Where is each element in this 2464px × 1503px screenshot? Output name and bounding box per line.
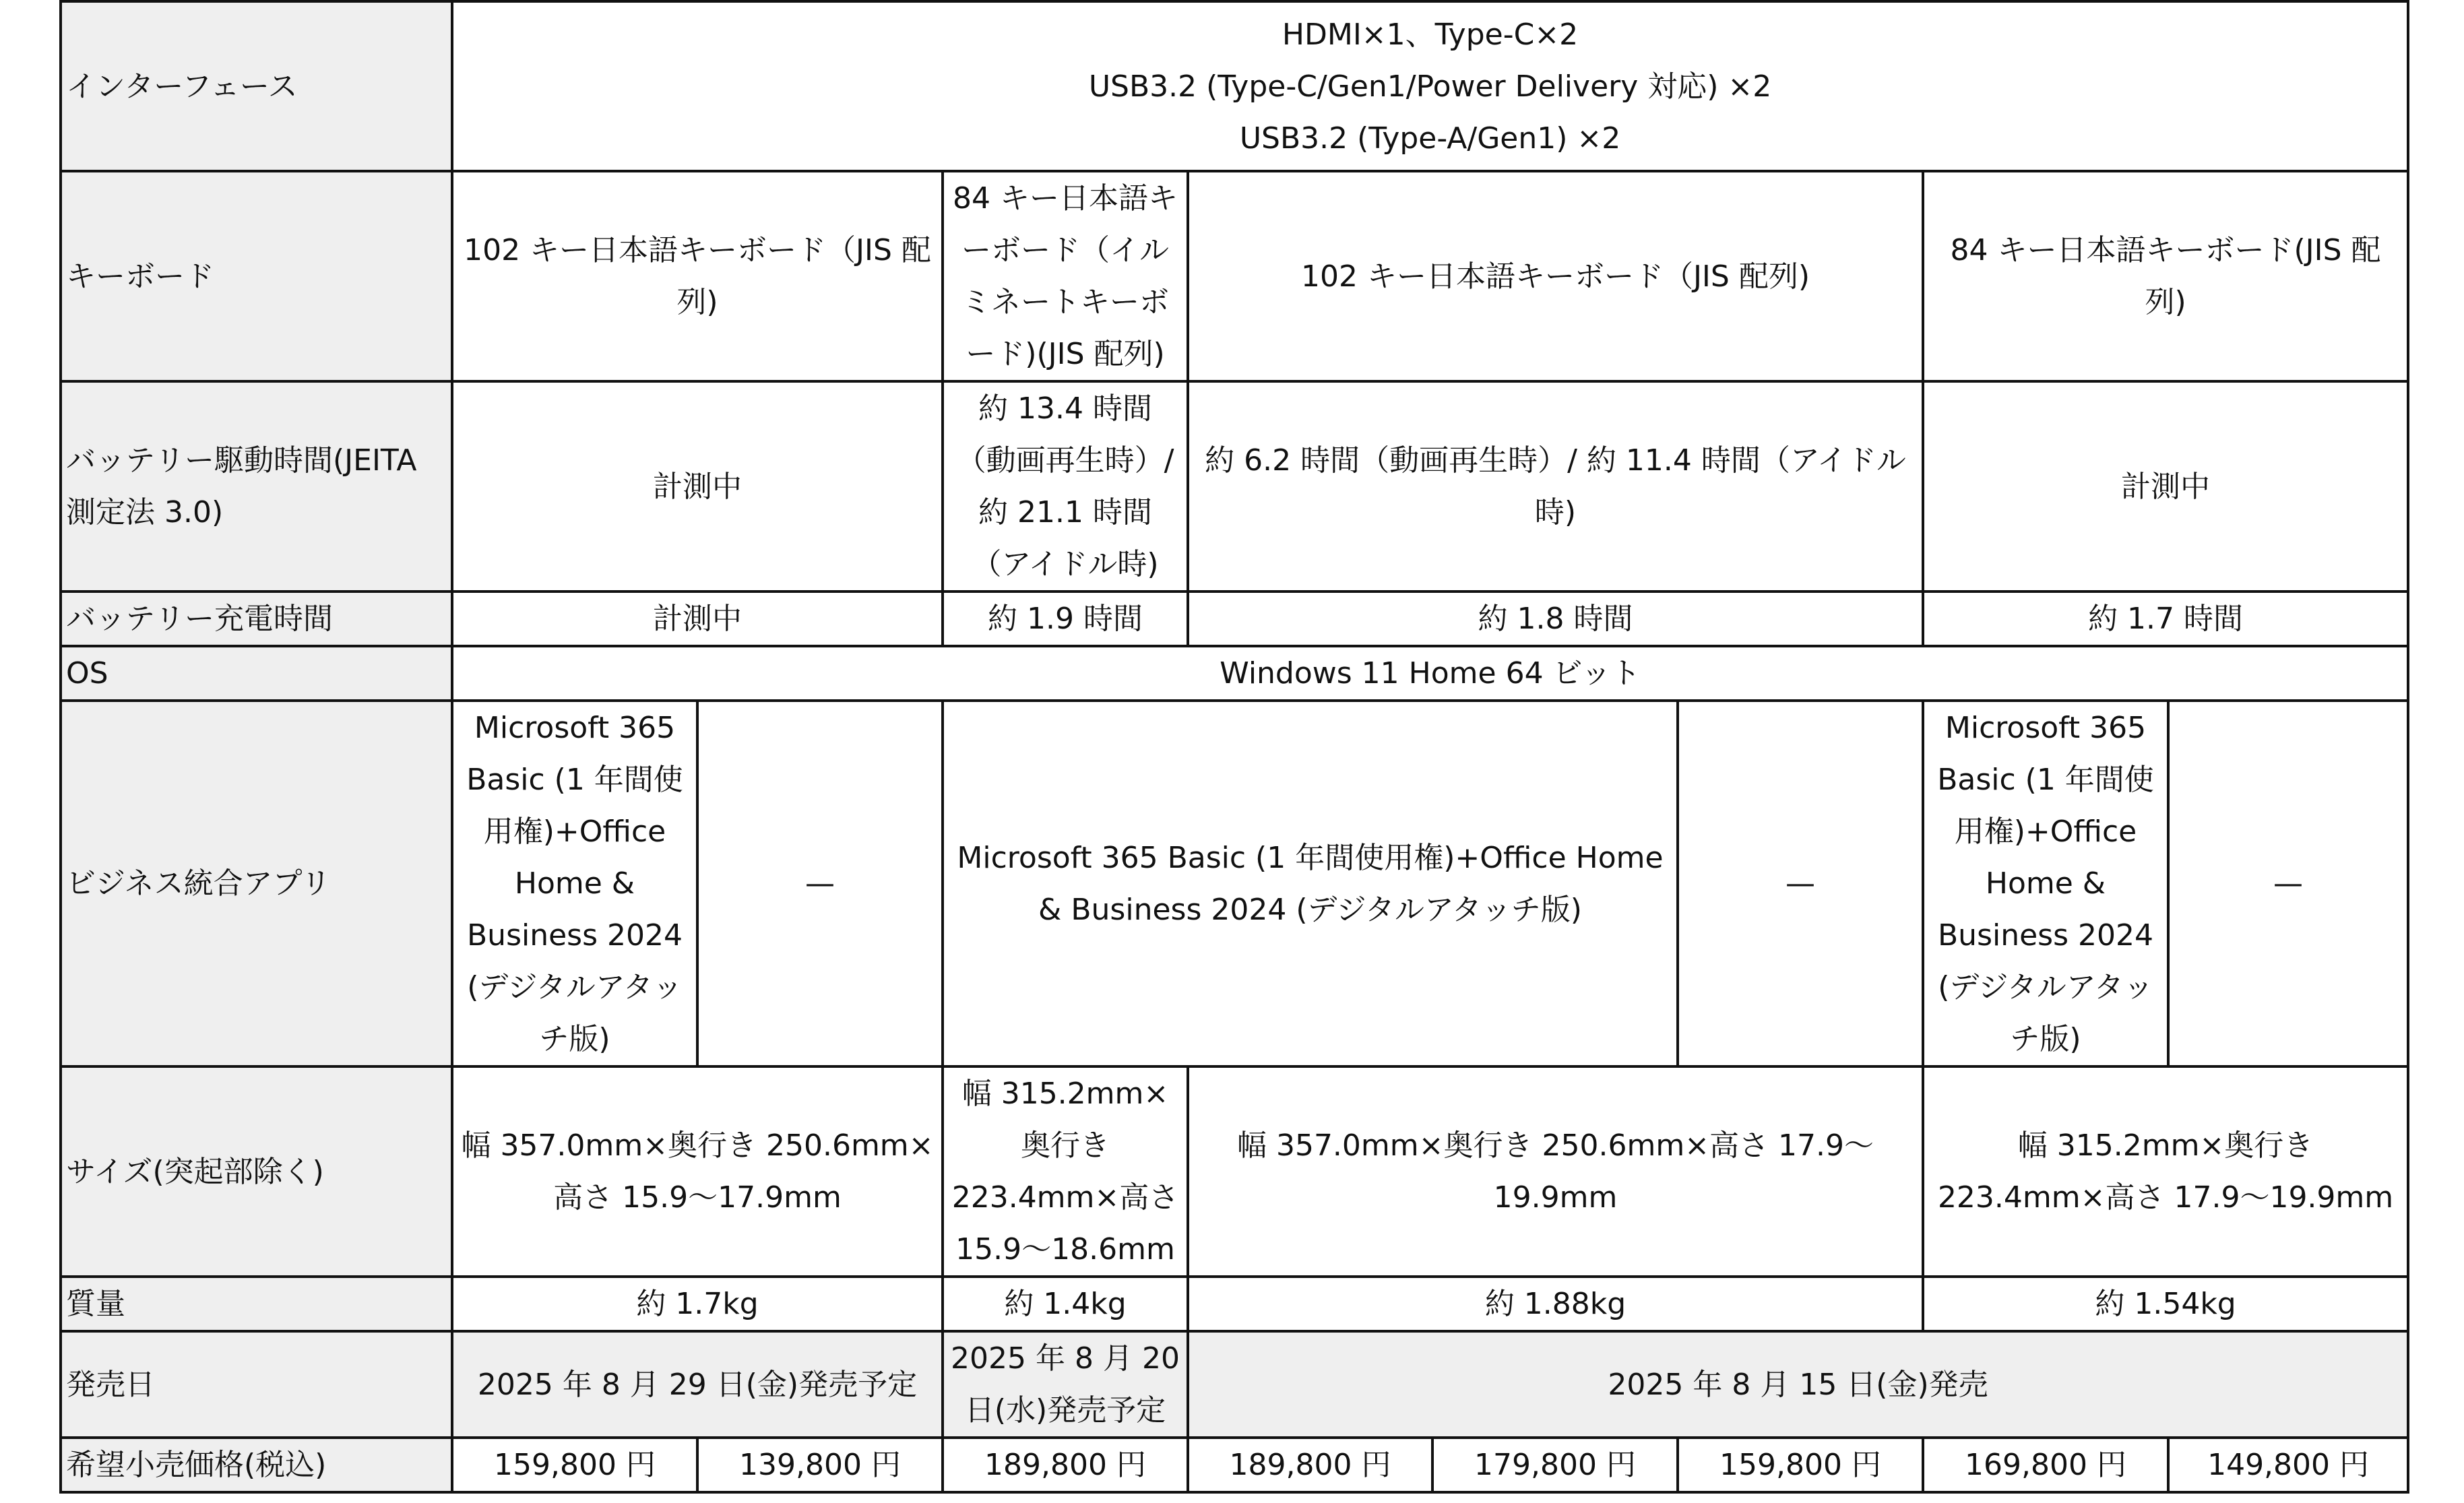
battery-cell: 約 6.2 時間（動画再生時）/ 約 11.4 時間（アイドル時)	[1188, 381, 1923, 591]
spec-table	[59, 0, 2409, 1494]
row-interface	[61, 1, 2408, 171]
size-cell: 幅 357.0mm×奥行き 250.6mm×高さ 15.9～17.9mm	[452, 1066, 943, 1277]
row-label: キーボード	[61, 171, 452, 381]
app-cell: —	[2168, 701, 2408, 1066]
mass-cell: 約 1.4kg	[943, 1277, 1188, 1331]
row-os	[61, 646, 2408, 701]
release-cell: 2025 年 8 月 29 日(金)発売予定	[452, 1331, 943, 1438]
row-battery-time	[61, 381, 2408, 591]
interface-cell	[452, 1, 2408, 171]
keyboard-cell: 102 キー日本語キーボード（JIS 配列)	[1188, 171, 1923, 381]
size-cell: 幅 315.2mm×奥行き 223.4mm×高さ 17.9～19.9mm	[1923, 1066, 2408, 1277]
price-cell: 159,800 円	[452, 1438, 697, 1492]
keyboard-cell: 84 キー日本語キーボード（イルミネートキーボード)(JIS 配列)	[943, 171, 1188, 381]
app-cell: Microsoft 365 Basic (1 年間使用権)+Office Home & Business 2024 (デジタルアタッチ版)	[943, 701, 1678, 1066]
os-cell: Windows 11 Home 64 ビット	[452, 646, 2408, 701]
row-label: OS	[61, 646, 452, 701]
release-cell: 2025 年 8 月 20 日(水)発売予定	[943, 1331, 1188, 1438]
row-keyboard	[61, 171, 2408, 381]
mass-cell: 約 1.88kg	[1188, 1277, 1923, 1331]
row-label: インターフェース	[61, 1, 452, 171]
keyboard-cell: 84 キー日本語キーボード(JIS 配列)	[1923, 171, 2408, 381]
price-cell: 179,800 円	[1432, 1438, 1678, 1492]
interface-line: HDMI×1、Type-C×2	[1282, 17, 1579, 52]
row-label: サイズ(突起部除く)	[61, 1066, 452, 1277]
row-label: 発売日	[61, 1331, 452, 1438]
mass-cell: 約 1.54kg	[1923, 1277, 2408, 1331]
price-cell: 149,800 円	[2168, 1438, 2408, 1492]
price-cell: 189,800 円	[943, 1438, 1188, 1492]
charge-cell: 約 1.9 時間	[943, 591, 1188, 646]
row-size	[61, 1066, 2408, 1277]
release-cell: 2025 年 8 月 15 日(金)発売	[1188, 1331, 2408, 1438]
row-label: ビジネス統合アプリ	[61, 701, 452, 1066]
app-cell: —	[697, 701, 943, 1066]
charge-cell: 約 1.8 時間	[1188, 591, 1923, 646]
row-release-date	[61, 1331, 2408, 1438]
row-business-app	[61, 701, 2408, 1066]
size-cell: 幅 315.2mm×奥行き 223.4mm×高さ 15.9～18.6mm	[943, 1066, 1188, 1277]
price-cell: 139,800 円	[697, 1438, 943, 1492]
app-cell: —	[1678, 701, 1923, 1066]
size-cell: 幅 357.0mm×奥行き 250.6mm×高さ 17.9～19.9mm	[1188, 1066, 1923, 1277]
row-label: 希望小売価格(税込)	[61, 1438, 452, 1492]
charge-cell: 約 1.7 時間	[1923, 591, 2408, 646]
row-charge-time	[61, 591, 2408, 646]
app-cell: Microsoft 365 Basic (1 年間使用権)+Office Home & Business 2024 (デジタルアタッチ版)	[452, 701, 697, 1066]
row-mass	[61, 1277, 2408, 1331]
row-label: バッテリー駆動時間(JEITA 測定法 3.0)	[61, 381, 452, 591]
price-cell: 159,800 円	[1678, 1438, 1923, 1492]
keyboard-cell: 102 キー日本語キーボード（JIS 配列)	[452, 171, 943, 381]
price-cell: 169,800 円	[1923, 1438, 2168, 1492]
battery-cell: 計測中	[1923, 381, 2408, 591]
charge-cell: 計測中	[452, 591, 943, 646]
row-price	[61, 1438, 2408, 1492]
app-cell: Microsoft 365 Basic (1 年間使用権)+Office Home & Business 2024 (デジタルアタッチ版)	[1923, 701, 2168, 1066]
battery-cell: 計測中	[452, 381, 943, 591]
row-label: 質量	[61, 1277, 452, 1331]
mass-cell: 約 1.7kg	[452, 1277, 943, 1331]
interface-line: USB3.2 (Type-C/Gen1/Power Delivery 対応) ×2	[1088, 69, 1772, 104]
battery-cell: 約 13.4 時間（動画再生時）/ 約 21.1 時間（アイドル時)	[943, 381, 1188, 591]
price-cell: 189,800 円	[1188, 1438, 1432, 1492]
interface-line: USB3.2 (Type-A/Gen1) ×2	[1239, 121, 1621, 156]
row-label: バッテリー充電時間	[61, 591, 452, 646]
